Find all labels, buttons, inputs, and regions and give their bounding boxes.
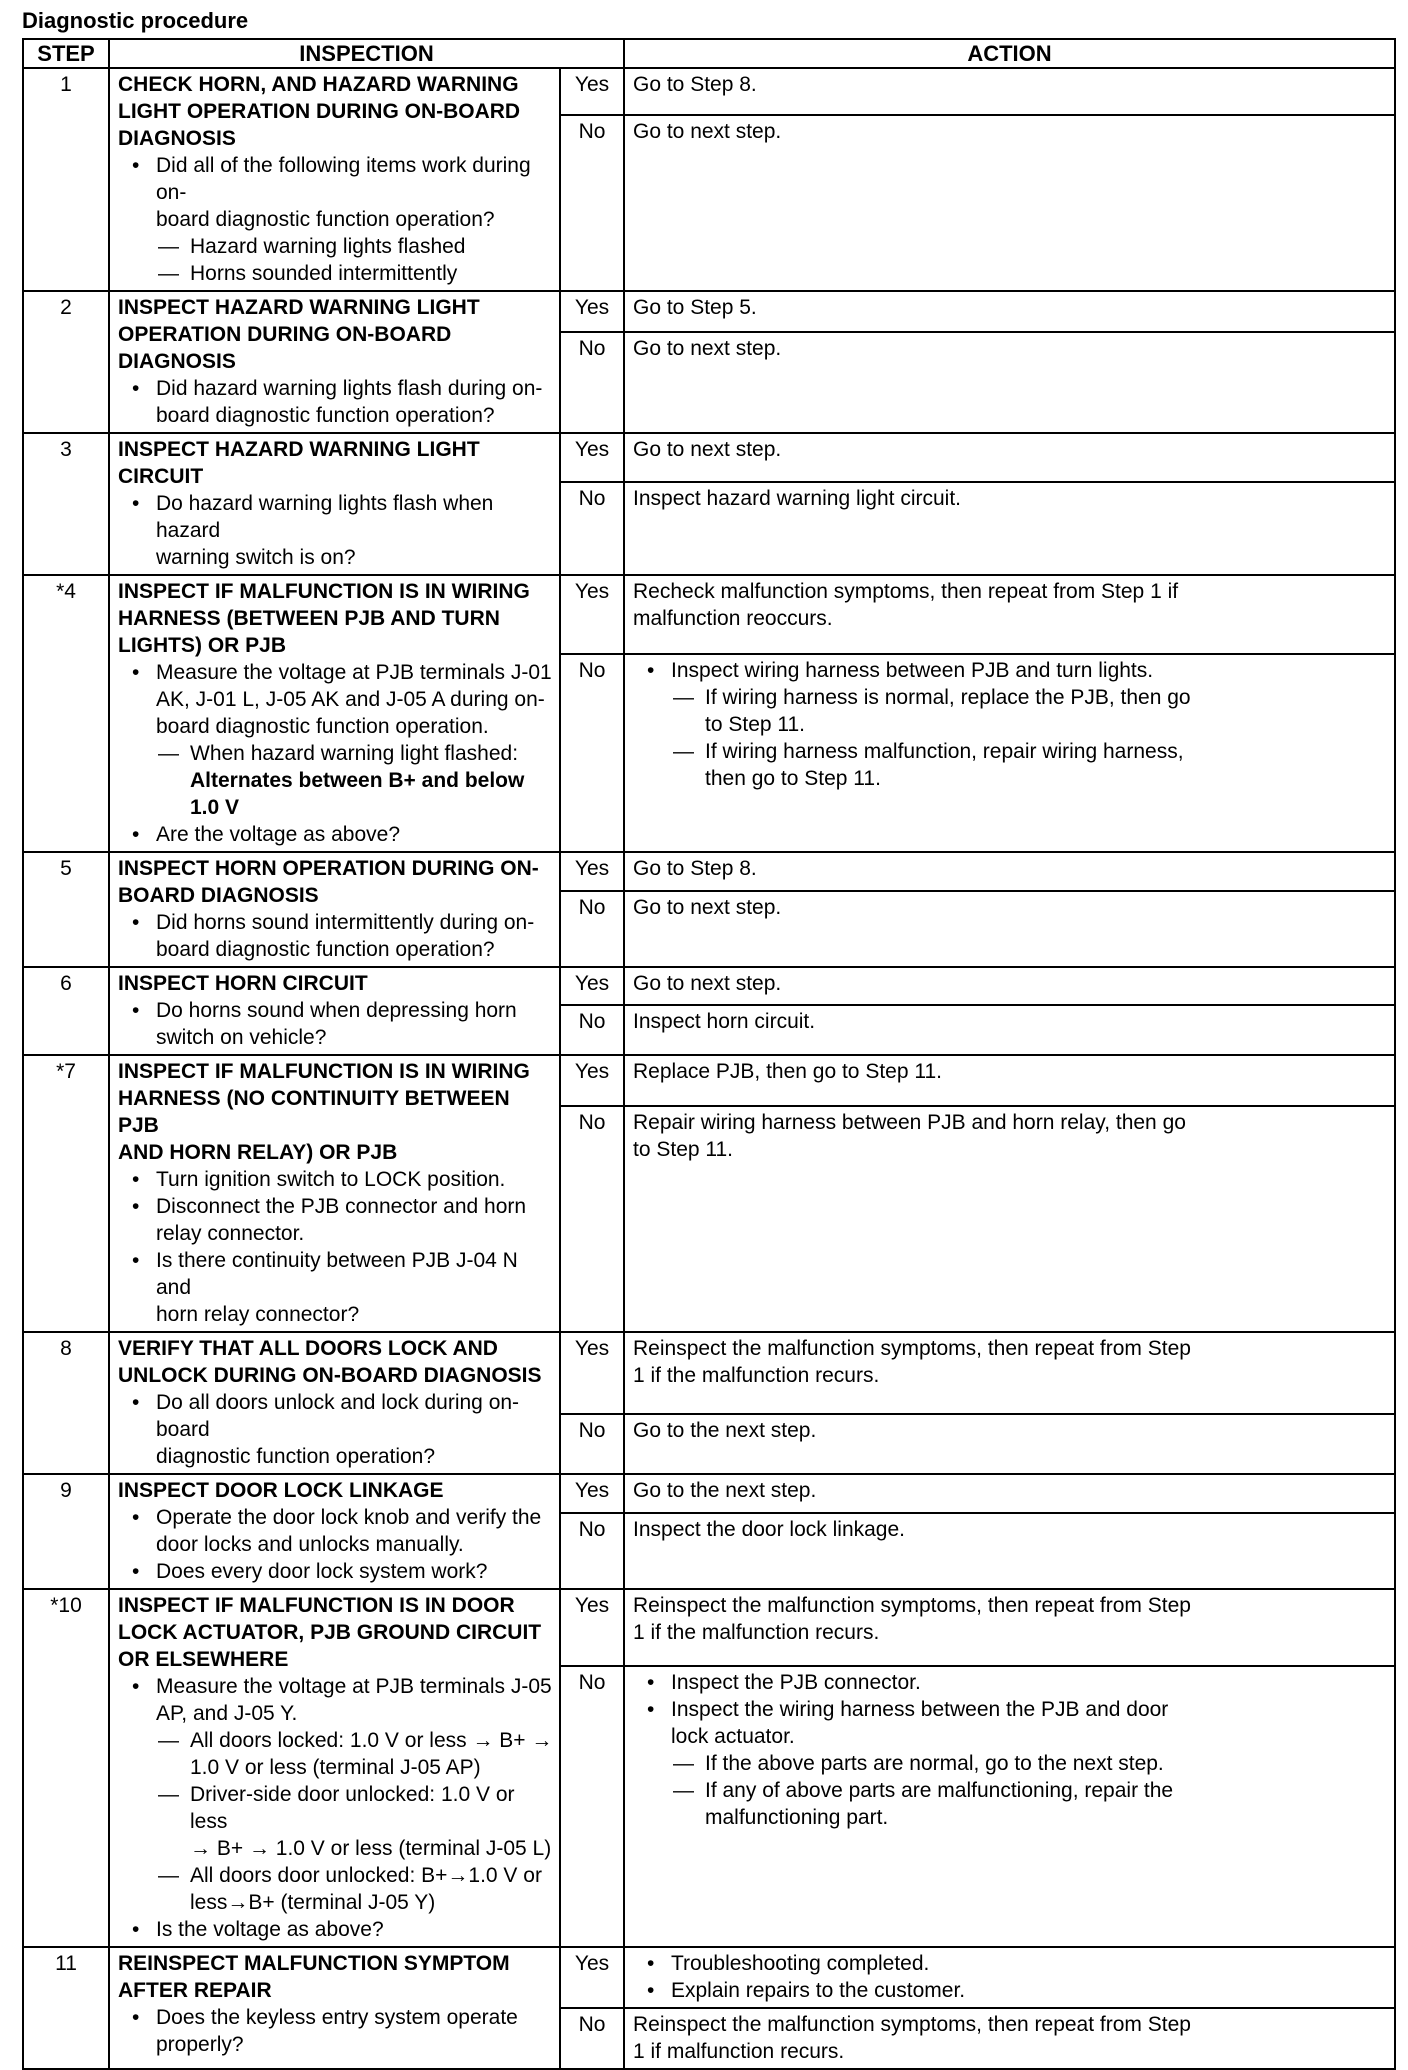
bullet-icon: • xyxy=(132,154,140,177)
bullet-text: Does the keyless entry system operate xyxy=(156,2006,518,2029)
bullet-icon: • xyxy=(132,1918,140,1941)
inspection-cell xyxy=(109,1332,560,1474)
step-number: 3 xyxy=(23,433,109,575)
yes-action xyxy=(624,1055,1395,1106)
no-label: No xyxy=(560,1414,624,1474)
inspection-cell xyxy=(109,852,560,967)
yes-label: Yes xyxy=(560,68,624,115)
action-line: Go to Step 8. xyxy=(633,73,757,96)
dash-icon: — xyxy=(673,740,694,764)
action-line: Go to the next step. xyxy=(633,1479,817,1502)
inspection-heading: INSPECT HORN CIRCUIT xyxy=(118,972,368,995)
action-line: Reinspect the malfunction symptoms, then repeat from Step xyxy=(633,1337,1191,1360)
inspection-bullet-line: horn relay connector? xyxy=(156,1303,360,1326)
inspection-cell xyxy=(109,1474,560,1589)
table-row xyxy=(23,967,1395,1005)
action-bullet-line xyxy=(633,1723,1389,1750)
action-line: Go to next step. xyxy=(633,119,782,143)
bullet-icon: • xyxy=(647,1670,655,1694)
no-label: No xyxy=(560,1005,624,1055)
bullet-text: Is the voltage as above? xyxy=(156,1918,384,1941)
action-bullet-line xyxy=(633,657,1389,684)
table-row xyxy=(23,433,1395,482)
diagnostic-table xyxy=(22,38,1396,2070)
dash-icon: — xyxy=(673,1751,694,1775)
action-line: Repair wiring harness between PJB and horn relay, then go xyxy=(633,1110,1186,1134)
voltage-spec: Alternates between B+ and below 1.0 V xyxy=(190,769,525,819)
inspection-heading: LIGHTS) OR PJB xyxy=(118,634,287,657)
bullet-text: Are the voltage as above? xyxy=(156,823,401,846)
action-line: to Step 11. xyxy=(633,1137,734,1161)
inspection-heading: LIGHT OPERATION DURING ON-BOARD xyxy=(118,100,521,123)
yes-action xyxy=(624,1589,1395,1666)
yes-action xyxy=(624,433,1395,482)
bullet-text: Operate the door lock knob and verify the xyxy=(156,1506,542,1529)
no-action xyxy=(624,654,1395,852)
inspection-heading: REINSPECT MALFUNCTION SYMPTOM xyxy=(118,1952,510,1975)
yes-label: Yes xyxy=(560,967,624,1005)
table-header-row xyxy=(23,39,1395,68)
inspection-bullet-line xyxy=(118,821,554,848)
bullet-text: Did horns sound intermittently during on- xyxy=(156,911,535,934)
inspection-bullet-line xyxy=(118,1558,554,1585)
condition-line xyxy=(118,1889,554,1916)
step-number: 5 xyxy=(23,852,109,967)
table-row xyxy=(23,1332,1395,1414)
action-dash-line xyxy=(633,738,1389,765)
page-title: Diagnostic procedure xyxy=(22,8,249,33)
dash-text: If wiring harness malfunction, repair wiring harness, xyxy=(705,740,1184,764)
inspection-heading: DIAGNOSIS xyxy=(118,127,236,150)
action-line: Recheck malfunction symptoms, then repeat from Step 1 if xyxy=(633,580,1179,603)
inspection-bullet-line xyxy=(118,490,554,544)
inspection-heading: INSPECT HAZARD WARNING LIGHT xyxy=(118,438,480,461)
action-line: Go to Step 5. xyxy=(633,296,757,319)
dash-icon: — xyxy=(673,686,694,710)
bullet-icon: • xyxy=(132,661,140,684)
table-row xyxy=(23,1947,1395,2008)
inspection-heading: CHECK HORN, AND HAZARD WARNING xyxy=(118,73,519,96)
inspection-heading: INSPECT DOOR LOCK LINKAGE xyxy=(118,1479,444,1502)
no-label: No xyxy=(560,2008,624,2069)
inspection-heading: INSPECT HORN OPERATION DURING ON- xyxy=(118,857,539,880)
no-label: No xyxy=(560,1666,624,1947)
inspection-cell xyxy=(109,291,560,433)
inspection-bullet-line: board diagnostic function operation? xyxy=(156,208,495,231)
yes-action xyxy=(624,967,1395,1005)
table-row xyxy=(23,68,1395,115)
inspection-dash-line xyxy=(118,233,554,260)
action-dash-line xyxy=(633,1777,1389,1804)
dash-text: then go to Step 11. xyxy=(705,767,881,791)
inspection-bullet-line: properly? xyxy=(156,2033,244,2056)
bullet-icon: • xyxy=(132,1506,140,1529)
yes-label: Yes xyxy=(560,1947,624,2008)
bullet-icon: • xyxy=(132,492,140,515)
yes-action xyxy=(624,575,1395,654)
condition-text: Driver-side door unlocked: 1.0 V or less xyxy=(190,1783,515,1833)
dash-text: If the above parts are normal, go to the next step. xyxy=(705,1751,1164,1775)
action-line: Go to next step. xyxy=(633,896,782,920)
no-action xyxy=(624,482,1395,575)
inspection-cell xyxy=(109,68,560,291)
action-dash-line xyxy=(633,1750,1389,1777)
bullet-text: Measure the voltage at PJB terminals J-01 xyxy=(156,661,552,684)
inspection-bullet-line xyxy=(118,1916,554,1943)
inspection-bullet-line xyxy=(118,1389,554,1443)
dash-icon: — xyxy=(158,235,179,258)
step-number: 8 xyxy=(23,1332,109,1474)
no-label: No xyxy=(560,891,624,967)
step-number: 9 xyxy=(23,1474,109,1589)
action-line: 1 if the malfunction recurs. xyxy=(633,1621,880,1644)
inspection-bullet-line: AP, and J-05 Y. xyxy=(156,1702,298,1725)
yes-action xyxy=(624,1474,1395,1513)
inspection-heading: AFTER REPAIR xyxy=(118,1979,272,2002)
dash-icon: — xyxy=(673,1778,694,1802)
step-number: 11 xyxy=(23,1947,109,2069)
inspection-bullet-line xyxy=(118,997,554,1024)
table-body xyxy=(23,68,1395,2069)
bullet-text: Do hazard warning lights flash when hazard xyxy=(156,492,494,542)
yes-label: Yes xyxy=(560,1589,624,1666)
no-action xyxy=(624,1666,1395,1947)
action-bullet-line xyxy=(633,1696,1389,1723)
no-label: No xyxy=(560,1106,624,1332)
yes-label: Yes xyxy=(560,291,624,332)
action-dash-line xyxy=(633,765,1389,792)
dash-icon: — xyxy=(158,1729,179,1752)
action-line: Go to Step 8. xyxy=(633,857,757,880)
inspection-cell xyxy=(109,967,560,1055)
inspection-heading: LOCK ACTUATOR, PJB GROUND CIRCUIT xyxy=(118,1621,542,1644)
inspection-cell xyxy=(109,1589,560,1947)
dash-text: If wiring harness is normal, replace the PJB, then go xyxy=(705,686,1191,710)
yes-action xyxy=(624,1947,1395,2008)
action-column-header: ACTION xyxy=(624,39,1395,68)
bullet-icon: • xyxy=(647,659,655,683)
no-label: No xyxy=(560,482,624,575)
condition-text: → B+ → 1.0 V or less (terminal J-05 L) xyxy=(190,1837,552,1860)
action-line: Reinspect the malfunction symptoms, then repeat from Step xyxy=(633,1594,1191,1617)
action-line: Inspect hazard warning light circuit. xyxy=(633,486,961,510)
step-number: *7 xyxy=(23,1055,109,1332)
dash-text: malfunctioning part. xyxy=(705,1805,889,1829)
inspection-bullet-line xyxy=(118,1673,554,1700)
inspection-cell xyxy=(109,433,560,575)
bullet-text: Measure the voltage at PJB terminals J-05 xyxy=(156,1675,552,1698)
inspection-bullet-line: switch on vehicle? xyxy=(156,1026,327,1049)
inspection-bullet-line xyxy=(118,1504,554,1531)
condition-line xyxy=(118,1862,554,1889)
bullet-icon: • xyxy=(132,2006,140,2029)
inspection-column-header: INSPECTION xyxy=(109,39,624,68)
action-line: Go to next step. xyxy=(633,336,782,360)
bullet-text: Disconnect the PJB connector and horn xyxy=(156,1195,527,1218)
condition-text: All doors door unlocked: B+→1.0 V or xyxy=(190,1864,542,1887)
inspection-heading: HARNESS (NO CONTINUITY BETWEEN PJB xyxy=(118,1087,510,1137)
bullet-icon: • xyxy=(132,823,140,846)
bullet-icon: • xyxy=(132,1560,140,1583)
inspection-dash-line xyxy=(118,740,554,767)
bullet-text: Is there continuity between PJB J-04 N and xyxy=(156,1249,518,1299)
bullet-text: lock actuator. xyxy=(671,1724,795,1748)
no-action xyxy=(624,332,1395,433)
dash-text: Horns sounded intermittently xyxy=(190,262,458,285)
inspection-heading: INSPECT IF MALFUNCTION IS IN WIRING xyxy=(118,1060,530,1083)
no-action xyxy=(624,1414,1395,1474)
bullet-text: Did hazard warning lights flash during on- xyxy=(156,377,543,400)
inspection-bullet-line: door locks and unlocks manually. xyxy=(156,1533,464,1556)
condition-line xyxy=(118,1835,554,1862)
action-bullet-line: • Troubleshooting completed. xyxy=(633,1950,1389,1977)
inspection-heading: INSPECT HAZARD WARNING LIGHT xyxy=(118,296,480,319)
bullet-text: Does every door lock system work? xyxy=(156,1560,488,1583)
action-line: Go to next step. xyxy=(633,972,782,995)
no-label: No xyxy=(560,1513,624,1589)
yes-action xyxy=(624,852,1395,891)
inspection-cell xyxy=(109,1055,560,1332)
action-dash-line xyxy=(633,684,1389,711)
dash-text: Hazard warning lights flashed xyxy=(190,235,466,258)
inspection-heading: BOARD DIAGNOSIS xyxy=(118,884,319,907)
inspection-heading: DIAGNOSIS xyxy=(118,350,236,373)
yes-label: Yes xyxy=(560,575,624,654)
dash-icon: — xyxy=(158,1864,179,1887)
inspection-heading: OR ELSEWHERE xyxy=(118,1648,289,1671)
yes-label: Yes xyxy=(560,433,624,482)
table-row xyxy=(23,291,1395,332)
no-action xyxy=(624,891,1395,967)
action-bullet-line: • Explain repairs to the customer. xyxy=(633,1977,1389,2004)
action-line: 1 if malfunction recurs. xyxy=(633,2040,845,2063)
bullet-icon: • xyxy=(132,1675,140,1698)
inspection-bullet-line xyxy=(118,2004,554,2031)
action-line: Reinspect the malfunction symptoms, then repeat from Step xyxy=(633,2013,1191,2036)
inspection-heading: UNLOCK DURING ON-BOARD DIAGNOSIS xyxy=(118,1364,542,1387)
dash-icon: — xyxy=(158,1783,179,1806)
inspection-bullet-line xyxy=(118,152,554,206)
step-number: *10 xyxy=(23,1589,109,1947)
action-dash-line xyxy=(633,1804,1389,1831)
action-dash-line xyxy=(633,711,1389,738)
inspection-bullet-line: board diagnostic function operation? xyxy=(156,404,495,427)
no-label: No xyxy=(560,332,624,433)
inspection-bullet-line: board diagnostic function operation. xyxy=(156,715,489,738)
action-line: Go to the next step. xyxy=(633,1418,817,1442)
bullet-text: Inspect wiring harness between PJB and turn lights. xyxy=(671,659,1154,683)
inspection-cell xyxy=(109,575,560,852)
inspection-bullet-line xyxy=(118,909,554,936)
action-line: Go to next step. xyxy=(633,438,782,461)
inspection-bullet-line xyxy=(118,1166,554,1193)
action-bullet-line xyxy=(633,1669,1389,1696)
inspection-cell xyxy=(109,1947,560,2069)
inspection-bullet-line: warning switch is on? xyxy=(156,546,356,569)
inspection-bullet-line xyxy=(118,1247,554,1301)
inspection-bullet-line xyxy=(118,1193,554,1220)
yes-label: Yes xyxy=(560,1055,624,1106)
yes-label: Yes xyxy=(560,852,624,891)
bullet-text: Did all of the following items work during on- xyxy=(156,154,531,204)
no-action xyxy=(624,1106,1395,1332)
yes-action xyxy=(624,291,1395,332)
bullet-icon: • xyxy=(132,377,140,400)
step-column-header: STEP xyxy=(23,39,109,68)
step-number: 1 xyxy=(23,68,109,291)
condition-line xyxy=(118,1754,554,1781)
condition-text: less→B+ (terminal J-05 Y) xyxy=(190,1891,436,1914)
yes-label: Yes xyxy=(560,1332,624,1414)
dash-text: If any of above parts are malfunctioning, repair the xyxy=(705,1778,1174,1802)
condition-text: 1.0 V or less (terminal J-05 AP) xyxy=(190,1756,481,1779)
no-action xyxy=(624,1005,1395,1055)
step-number: 2 xyxy=(23,291,109,433)
bullet-icon: • xyxy=(647,1697,655,1721)
inspection-heading: CIRCUIT xyxy=(118,465,204,488)
bullet-icon: • xyxy=(132,1168,140,1191)
inspection-bullet-line: diagnostic function operation? xyxy=(156,1445,436,1468)
no-action xyxy=(624,2008,1395,2069)
inspection-heading: INSPECT IF MALFUNCTION IS IN DOOR xyxy=(118,1594,515,1617)
action-line: Inspect the door lock linkage. xyxy=(633,1518,905,1542)
bullet-text: Inspect the wiring harness between the PJB and door xyxy=(671,1697,1169,1721)
inspection-dash-line xyxy=(118,260,554,287)
no-action xyxy=(624,115,1395,291)
table-row xyxy=(23,1589,1395,1666)
dash-icon: — xyxy=(158,262,179,285)
inspection-bullet-line: board diagnostic function operation? xyxy=(156,938,495,961)
bullet-text: Do horns sound when depressing horn xyxy=(156,999,517,1022)
inspection-bullet-line: AK, J-01 L, J-05 AK and J-05 A during on- xyxy=(156,688,545,711)
inspection-heading: HARNESS (BETWEEN PJB AND TURN xyxy=(118,607,500,630)
step-number: *4 xyxy=(23,575,109,852)
inspection-heading: OPERATION DURING ON-BOARD xyxy=(118,323,452,346)
yes-label: Yes xyxy=(560,1474,624,1513)
action-line: malfunction reoccurs. xyxy=(633,607,833,630)
no-label: No xyxy=(560,115,624,291)
table-row xyxy=(23,852,1395,891)
yes-action xyxy=(624,68,1395,115)
condition-text: All doors locked: 1.0 V or less → B+ → xyxy=(190,1729,553,1752)
inspection-bullet-line xyxy=(118,375,554,402)
action-line: Inspect horn circuit. xyxy=(633,1009,816,1033)
bullet-icon: • xyxy=(132,911,140,934)
inspection-heading: VERIFY THAT ALL DOORS LOCK AND xyxy=(118,1337,498,1360)
inspection-bullet-line: relay connector. xyxy=(156,1222,305,1245)
inspection-heading: AND HORN RELAY) OR PJB xyxy=(118,1141,398,1164)
inspection-heading: INSPECT IF MALFUNCTION IS IN WIRING xyxy=(118,580,530,603)
bullet-text: Inspect the PJB connector. xyxy=(671,1670,921,1694)
action-line: Replace PJB, then go to Step 11. xyxy=(633,1060,942,1083)
bullet-icon: • xyxy=(132,999,140,1022)
table-row xyxy=(23,575,1395,654)
dash-text: When hazard warning light flashed: xyxy=(190,742,519,765)
table-row xyxy=(23,1474,1395,1513)
action-line: 1 if the malfunction recurs. xyxy=(633,1364,880,1387)
no-label: No xyxy=(560,654,624,852)
no-action xyxy=(624,1513,1395,1589)
dash-text: to Step 11. xyxy=(705,713,806,737)
table-row xyxy=(23,1055,1395,1106)
step-number: 6 xyxy=(23,967,109,1055)
bullet-text: Turn ignition switch to LOCK position. xyxy=(156,1168,506,1191)
condition-line xyxy=(118,1781,554,1835)
dash-icon: — xyxy=(158,742,179,765)
bullet-icon: • xyxy=(132,1391,140,1414)
bullet-text: Do all doors unlock and lock during on-board xyxy=(156,1391,520,1441)
condition-line xyxy=(118,1727,554,1754)
yes-action xyxy=(624,1332,1395,1414)
bullet-icon: • xyxy=(132,1195,140,1218)
inspection-bullet-line xyxy=(118,659,554,686)
bullet-icon: • xyxy=(132,1249,140,1272)
